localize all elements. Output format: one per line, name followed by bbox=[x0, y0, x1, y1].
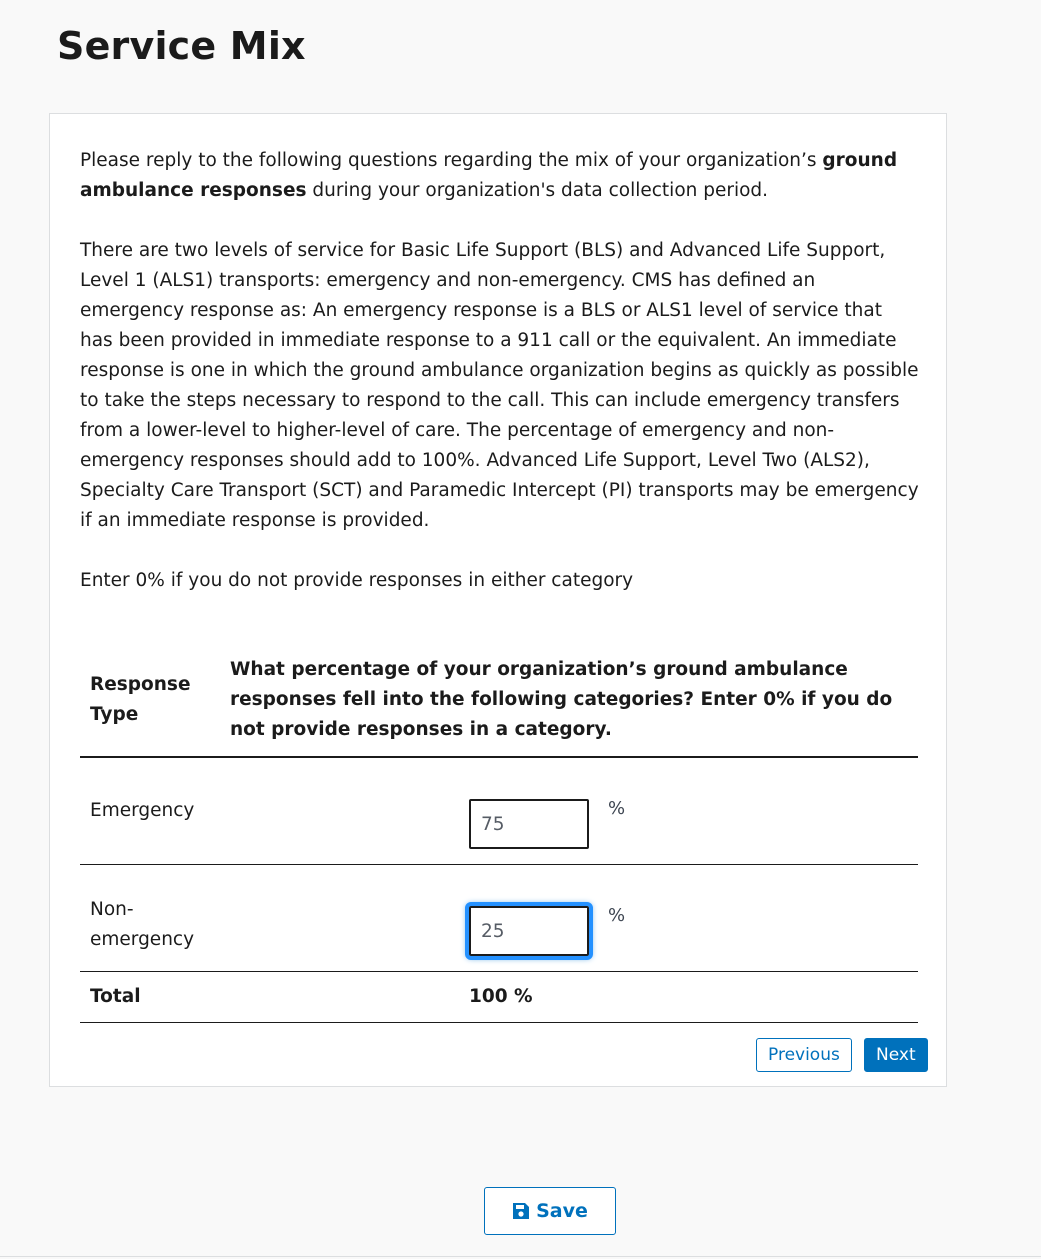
table-row-non-emergency bbox=[80, 865, 918, 972]
non-emergency-percent-input[interactable] bbox=[469, 906, 589, 956]
total-value: 100 % bbox=[469, 986, 533, 1007]
column-header-question: What percentage of your organization’s ground ambulance responses fell into the following categories? Enter 0% if you do not provide responses in a category. bbox=[230, 659, 893, 740]
percent-unit: % bbox=[608, 798, 626, 819]
intro-bold-text: ground ambulance responses bbox=[80, 150, 898, 201]
table-row-emergency bbox=[80, 758, 918, 865]
instructions bbox=[80, 146, 920, 626]
emergency-percent-input[interactable] bbox=[469, 799, 589, 849]
intro-paragraph-2: There are two levels of service for Basic Life Support (BLS) and Advanced Life Support, Level 1 (ALS1) transports: emergency and non-emergency. CMS has defined an emergency response as: An emergency response is a BLS or ALS1 level of service that has been provided in immediate response to a 911 call or the equivalent. An immediate response is one in which the ground ambulance organization begins as quickly as possible to take the steps necessary to respond to the call. This can include emergency transfers from a lower-level to higher-level of care. The percentage of emergency and non-emergency responses should add to 100%. Advanced Life Support, Level Two (ALS2), Specialty Care Transport (SCT) and Paramedic Intercept (PI) transports may be emergency if an immediate response is provided. bbox=[80, 240, 919, 531]
intro-paragraph-1 bbox=[80, 146, 920, 206]
next-button[interactable]: Next bbox=[864, 1038, 928, 1072]
save-button[interactable] bbox=[484, 1187, 616, 1235]
percent-unit: % bbox=[608, 905, 626, 926]
intro-paragraph-3: Enter 0% if you do not provide responses in either category bbox=[80, 570, 634, 591]
previous-button[interactable]: Previous bbox=[756, 1038, 852, 1072]
table-header bbox=[80, 654, 918, 758]
intro-text: during your organization's data collection period. bbox=[306, 180, 769, 201]
save-label: Save bbox=[536, 1200, 588, 1222]
intro-text: Please reply to the following questions regarding the mix of your organization’s bbox=[80, 150, 823, 171]
table-row-total bbox=[80, 972, 918, 1023]
floppy-disk-icon bbox=[512, 1202, 530, 1220]
page-title: Service Mix bbox=[57, 24, 306, 68]
footer-divider bbox=[0, 1256, 1041, 1257]
response-mix-table bbox=[80, 654, 918, 1023]
column-header-response-type: Response Type bbox=[90, 674, 191, 725]
row-label: Emergency bbox=[90, 800, 195, 821]
row-label: Non-emergency bbox=[90, 899, 195, 950]
form-card bbox=[49, 113, 947, 1087]
total-label: Total bbox=[90, 986, 141, 1007]
